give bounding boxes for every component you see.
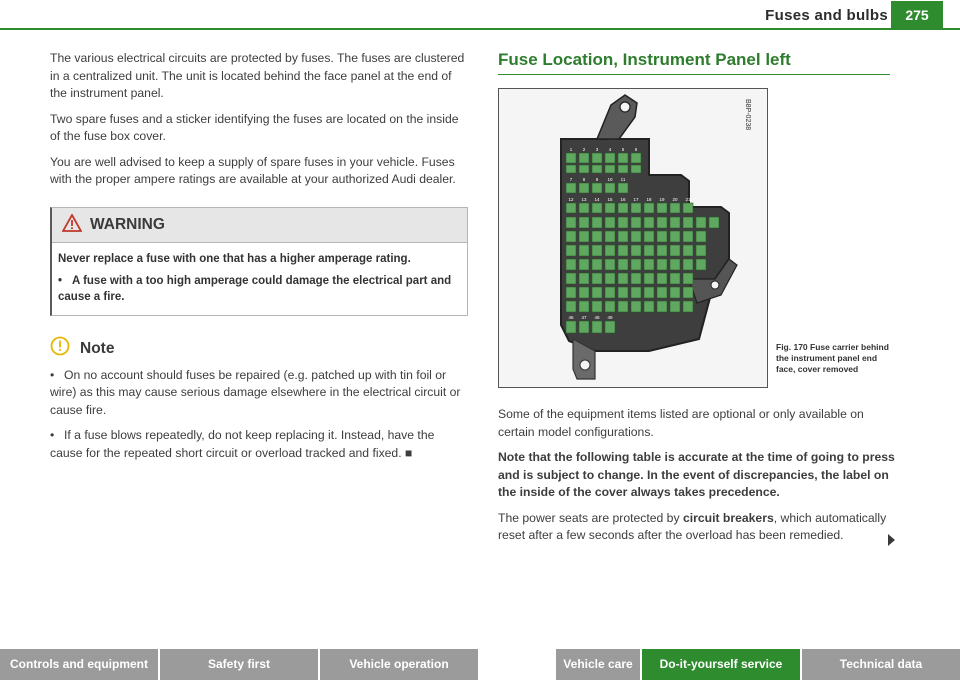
warning-text: A fuse with a too high amperage could damage the electrical part and cause a fire. — [58, 275, 452, 303]
fuse-label: 10 — [607, 177, 613, 182]
left-column — [50, 50, 468, 470]
fuse-slot — [566, 231, 576, 242]
fuse-slot — [605, 301, 615, 312]
fuse-label: 5 — [621, 147, 625, 152]
fuse-slot — [605, 321, 615, 333]
fuse-label: 1 — [569, 147, 573, 152]
fuse-slot — [644, 287, 654, 298]
fuse-label: 2 — [582, 147, 586, 152]
fuse-carrier-figure — [498, 88, 768, 388]
fuse-slot — [657, 217, 667, 228]
warning-box — [50, 207, 468, 317]
fuse-label: 47 — [581, 315, 587, 320]
fuse-slot — [579, 183, 589, 193]
fuse-slot — [657, 301, 667, 312]
figure-caption: Fig. 170 Fuse carrier behind the instrument panel end face, cover removed — [776, 342, 889, 374]
fuse-slot — [618, 245, 628, 256]
fuse-slot — [631, 273, 641, 284]
fuse-slot — [670, 273, 680, 284]
fuse-slot — [579, 217, 589, 228]
fuse-slot — [657, 287, 667, 298]
fuse-label: 16 — [620, 197, 626, 202]
footer-nav — [0, 649, 960, 680]
intro-paragraph: Two spare fuses and a sticker identifying the fuses are located on the inside of the fuse box cover. — [50, 111, 459, 143]
footer-tab-technical-data[interactable]: Technical data — [802, 649, 960, 680]
note-item: On no account should fuses be repaired (e.g. patched up with tin foil or wire) as this may cause serious damage elsewhere in the electrical circuit or cause fire. — [50, 367, 461, 417]
fuse-label: 9 — [595, 177, 599, 182]
fuse-slot — [605, 153, 615, 163]
fuse-slot — [631, 203, 641, 213]
fuse-slot — [579, 301, 589, 312]
fuse-slot — [579, 165, 589, 173]
fuse-label: 8 — [582, 177, 586, 182]
fuse-slot — [605, 273, 615, 284]
fuse-slot — [683, 245, 693, 256]
intro-paragraph: The various electrical circuits are protected by fuses. The fuses are clustered in a centralized unit. The unit is located behind the face panel at the end of the instrument panel. — [50, 51, 465, 100]
circuit-breakers-term: circuit breakers — [682, 510, 774, 525]
bullet-icon: • — [50, 367, 55, 382]
fuse-slot — [683, 301, 693, 312]
fuse-slot — [657, 259, 667, 270]
fuse-slot — [592, 203, 602, 213]
footer-tab-safety[interactable]: Safety first — [160, 649, 320, 680]
fuse-slot — [618, 153, 628, 163]
fuse-slot — [618, 217, 628, 228]
warning-title: WARNING — [90, 216, 165, 233]
fuse-label: 14 — [594, 197, 600, 202]
page-title: Fuses and bulbs — [765, 7, 888, 24]
fuse-slot — [592, 321, 602, 333]
fuse-label: 48 — [594, 315, 600, 320]
fuse-slot — [644, 301, 654, 312]
figure-code: B8P-0238 — [744, 99, 751, 131]
fuse-slot — [670, 245, 680, 256]
fuse-label: 15 — [607, 197, 613, 202]
fuse-slot — [644, 203, 654, 213]
fuse-slot — [592, 153, 602, 163]
fuse-label: 18 — [646, 197, 652, 202]
warning-triangle-icon — [62, 214, 82, 237]
fuse-slot — [579, 273, 589, 284]
footer-tab-controls[interactable]: Controls and equipment — [0, 649, 160, 680]
fuse-slot — [579, 245, 589, 256]
note-circle-icon — [50, 336, 70, 361]
fuse-slot — [631, 259, 641, 270]
fuse-label: 4 — [608, 147, 612, 152]
fuse-slot — [605, 165, 615, 173]
fuse-slot — [618, 231, 628, 242]
fuse-slot — [618, 287, 628, 298]
fuse-label: 11 — [620, 177, 626, 182]
body-paragraph: The power seats are protected by circuit breakers, which automatically reset after a few seconds after the overload has been remedied. — [498, 510, 887, 542]
fuse-slot — [618, 183, 628, 193]
fuse-slot — [670, 231, 680, 242]
body-paragraph: Some of the equipment items listed are optional or only available on certain model configurations. — [498, 407, 864, 439]
fuse-slot — [644, 231, 654, 242]
fuse-slot — [631, 301, 641, 312]
fuse-slot — [566, 183, 576, 193]
fuse-slot — [566, 153, 576, 163]
fuse-slot — [605, 287, 615, 298]
fuse-slot — [644, 217, 654, 228]
fuse-slot — [631, 217, 641, 228]
fuse-label: 17 — [633, 197, 639, 202]
fuse-label: 21 — [685, 197, 691, 202]
fuse-slot — [579, 231, 589, 242]
fuse-slot — [631, 231, 641, 242]
continue-arrow-icon — [888, 534, 895, 546]
fuse-slot — [566, 273, 576, 284]
fuse-slot — [644, 245, 654, 256]
fuse-slot — [605, 203, 615, 213]
fuse-slot — [683, 259, 693, 270]
fuse-slot — [670, 217, 680, 228]
fuse-label: 7 — [569, 177, 573, 182]
fuse-slot — [618, 301, 628, 312]
intro-paragraph: You are well advised to keep a supply of spare fuses in your vehicle. Fuses with the proper ampere ratings are available at your authorized Audi dealer. — [50, 154, 456, 186]
fuse-slot — [579, 287, 589, 298]
fuse-slot — [566, 287, 576, 298]
fuse-slot — [644, 273, 654, 284]
fuse-slot — [683, 273, 693, 284]
footer-tab-vehicle-care[interactable]: Vehicle care — [556, 649, 642, 680]
fuse-slot — [566, 203, 576, 213]
fuse-slot — [566, 301, 576, 312]
fuse-slot — [566, 217, 576, 228]
end-mark: ■ — [405, 445, 413, 460]
fuse-carrier-illustration — [499, 89, 767, 387]
fuse-slot — [709, 217, 719, 228]
fuse-slot — [592, 273, 602, 284]
fuse-slot — [631, 287, 641, 298]
fuse-slot — [592, 287, 602, 298]
fuse-slot — [631, 245, 641, 256]
fuse-label: 12 — [568, 197, 574, 202]
note-header — [50, 336, 468, 361]
fuse-slot — [670, 287, 680, 298]
fuse-slot — [696, 231, 706, 242]
fuse-slot — [657, 231, 667, 242]
fuse-slot — [566, 321, 576, 333]
fuse-slot — [592, 231, 602, 242]
note-item: If a fuse blows repeatedly, do not keep replacing it. Instead, have the cause for the repeated short circuit or overload tracked and fixed. — [50, 428, 435, 460]
bullet-icon: • — [58, 275, 63, 287]
fuse-slot — [683, 287, 693, 298]
fuse-slot — [592, 301, 602, 312]
warning-header — [52, 208, 467, 244]
fuse-slot — [566, 245, 576, 256]
fuse-slot — [592, 165, 602, 173]
fuse-slot — [657, 273, 667, 284]
footer-tab-vehicle-operation[interactable]: Vehicle operation — [320, 649, 480, 680]
fuse-slot — [579, 321, 589, 333]
fuse-slot — [683, 217, 693, 228]
fuse-slot — [631, 165, 641, 173]
fuse-slot — [605, 183, 615, 193]
fuse-slot — [592, 245, 602, 256]
table-disclaimer: Note that the following table is accurate at the time of going to press and is subject to change. In the event of discrepancies, the label on the inside of the cover always takes precedence. — [498, 450, 895, 499]
fuse-slot — [657, 203, 667, 213]
fuse-slot — [605, 217, 615, 228]
fuse-slot — [618, 165, 628, 173]
fuse-slot — [696, 245, 706, 256]
fuse-label: 3 — [595, 147, 599, 152]
fuse-label: 46 — [568, 315, 574, 320]
fuse-slot — [696, 217, 706, 228]
fuse-slot — [618, 273, 628, 284]
footer-spacer — [480, 649, 556, 680]
fuse-slot — [683, 203, 693, 213]
fuse-slot — [579, 203, 589, 213]
fuse-slot — [631, 153, 641, 163]
fuse-slot — [592, 259, 602, 270]
fuse-label: 49 — [607, 315, 613, 320]
header-rule — [0, 28, 960, 30]
warning-text: Never replace a fuse with one that has a higher amperage rating. — [58, 253, 411, 265]
footer-tab-diy-service[interactable]: Do-it-yourself service — [642, 649, 802, 680]
bullet-icon: • — [50, 428, 55, 442]
fuse-label: 20 — [672, 197, 678, 202]
right-column — [498, 406, 898, 553]
fuse-slot — [605, 231, 615, 242]
fuse-slot — [670, 203, 680, 213]
fuse-slot — [618, 259, 628, 270]
fuse-slot — [592, 183, 602, 193]
fuse-slot — [605, 259, 615, 270]
note-title: Note — [80, 339, 115, 357]
fuse-label: 13 — [581, 197, 587, 202]
fuse-slot — [579, 259, 589, 270]
fuse-slot — [670, 259, 680, 270]
fuse-slot — [657, 245, 667, 256]
page-number-badge: 275 — [891, 1, 943, 28]
section-title: Fuse Location, Instrument Panel left — [498, 50, 890, 75]
fuse-slot — [670, 301, 680, 312]
fuse-slot — [566, 165, 576, 173]
fuse-slot — [566, 259, 576, 270]
fuse-slot — [592, 217, 602, 228]
fuse-slot — [605, 245, 615, 256]
fuse-label: 6 — [634, 147, 638, 152]
fuse-slot — [696, 259, 706, 270]
fuse-slot — [644, 259, 654, 270]
fuse-slot — [579, 153, 589, 163]
fuse-slot — [683, 231, 693, 242]
fuse-label: 19 — [659, 197, 665, 202]
fuse-slot — [618, 203, 628, 213]
